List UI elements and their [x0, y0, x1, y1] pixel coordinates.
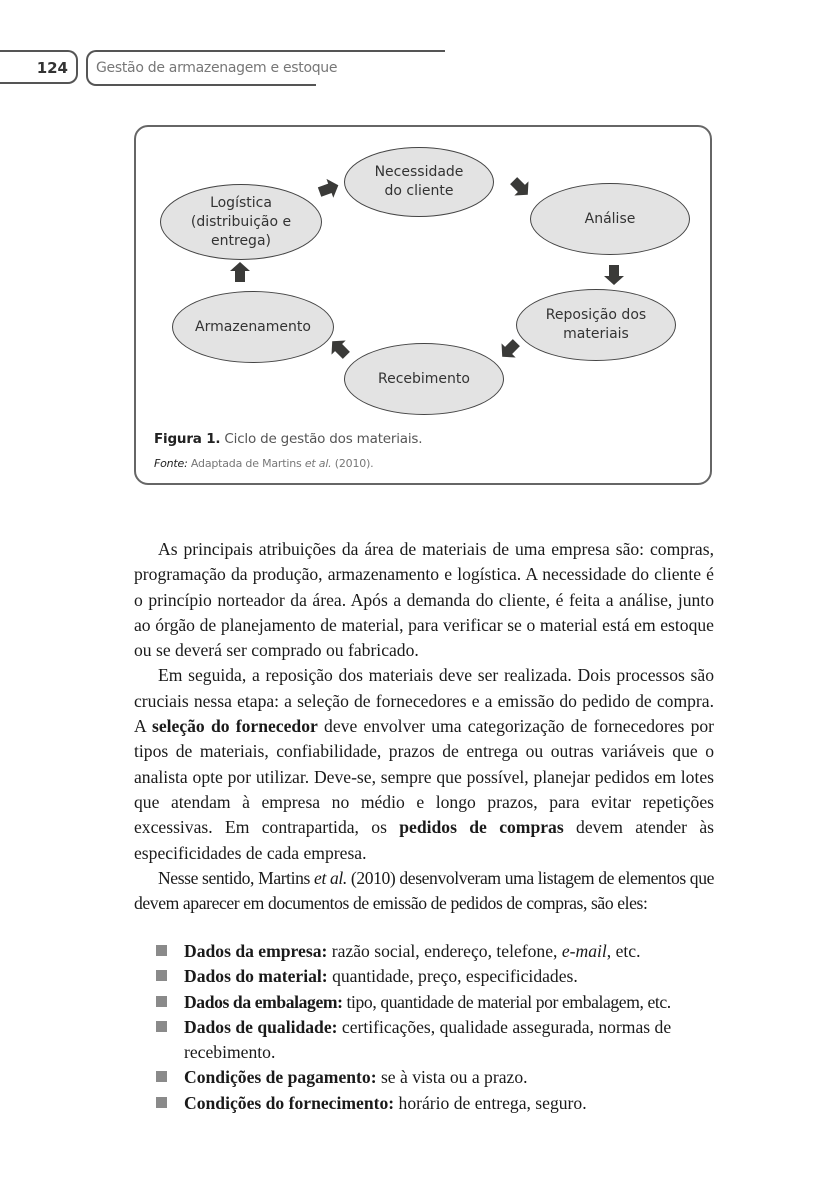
figure-frame: [134, 125, 712, 485]
paragraph-2: [134, 663, 714, 865]
italic-text: et al.: [314, 867, 347, 888]
square-bullet-icon: [156, 1097, 167, 1108]
list-text: quantidade, preço, especificidades.: [327, 966, 578, 987]
page-number-box: [0, 50, 78, 84]
node-label: Recebimento: [378, 370, 470, 387]
square-bullet-icon: [156, 970, 167, 981]
caption-label: Figura 1.: [154, 431, 221, 447]
text: devem atender às especificidades de cada empresa.: [134, 817, 715, 863]
bullet-list: [156, 939, 716, 1116]
arrow-down-right-icon: [507, 174, 535, 202]
source-text: Adaptada de Martins: [187, 457, 305, 470]
node-label: Logística (distribuição e entrega): [190, 194, 292, 249]
list-item: [156, 990, 716, 1015]
square-bullet-icon: [156, 1021, 167, 1032]
list-item: [156, 939, 716, 964]
arrow-up-icon: [230, 262, 250, 282]
arrow-down-icon: [604, 265, 624, 285]
paragraph-3: [134, 866, 714, 917]
square-bullet-icon: [156, 996, 167, 1007]
list-text: , etc.: [606, 941, 641, 961]
running-title-box: [86, 50, 338, 86]
list-text: tipo, quantidade de material por embalagem, etc.: [342, 991, 671, 1012]
square-bullet-icon: [156, 1071, 167, 1082]
cycle-diagram: [136, 127, 714, 427]
node-label: Armazenamento: [195, 318, 311, 335]
body-text: [134, 537, 714, 916]
arrow-down-left-icon: [495, 336, 523, 364]
running-title: Gestão de armazenagem e estoque: [96, 60, 338, 76]
list-item: [156, 1015, 716, 1066]
list-text: certificações, qualidade assegurada, normas de recebimento.: [184, 1016, 672, 1063]
page-number: 124: [36, 59, 68, 77]
list-item: [156, 964, 716, 989]
square-bullet-icon: [156, 945, 167, 956]
cycle-arrows: [136, 127, 714, 427]
list-term: Dados da embalagem:: [184, 991, 343, 1012]
list-text: horário de entrega, seguro.: [394, 1092, 587, 1113]
figure-source: [154, 457, 373, 470]
caption-text: Ciclo de gestão dos materiais.: [220, 431, 423, 447]
list-text: se à vista ou a prazo.: [376, 1067, 528, 1088]
list-term: Dados de qualidade:: [184, 1016, 338, 1037]
source-etal: et al.: [304, 457, 332, 470]
text: Nesse sentido, Martins: [158, 867, 315, 888]
node-label: Análise: [584, 210, 636, 227]
text: (2010) desenvolveram uma listagem de elementos que devem aparecer em documentos de emissão de pedidos de compras, são eles:: [134, 867, 715, 914]
list-term: Condições de pagamento:: [184, 1067, 377, 1088]
list-term: Condições do fornecimento:: [184, 1092, 395, 1113]
list-item: [156, 1065, 716, 1090]
list-term: Dados do material:: [184, 966, 328, 987]
bold-term: seleção do fornecedor: [151, 716, 318, 737]
text: deve envolver uma categorização de fornecedores por tipos de materiais, confiabilidade, prazos de entrega ou outras variáveis que o analista opte por utilizar. Deve-se, sempre que possível, planejar pedidos em lotes que atendam à empresa no médio e longo prazos, para evitar repetições excessivas. Em contrapartida, os: [134, 716, 715, 838]
source-label: Fonte:: [154, 457, 188, 470]
list-item: [156, 1091, 716, 1116]
list-text: razão social, endereço, telefone,: [327, 941, 562, 961]
node-label: Necessidade do cliente: [374, 164, 464, 199]
source-year: (2010).: [331, 457, 374, 470]
arrow-right-icon: [316, 176, 342, 202]
text: Em seguida, a reposição dos materiais deve ser realizada. Dois processos são cruciais nessa etapa: a seleção de fornecedores e a emissão do pedido de compra. A: [134, 665, 714, 737]
figure-caption: [154, 431, 422, 447]
list-italic: e-mail: [561, 941, 607, 961]
list-term: Dados da empresa:: [184, 941, 328, 961]
paragraph-1: As principais atribuições da área de materiais de uma empresa são: compras, programação da produção, armazenamento e logística. A necessidade do cliente é o princípio norteador da área. Após a demanda do cliente, é feita a análise, junto ao órgão de planejamento de material, para verificar se o material está em estoque ou se deverá ser comprado ou fabricado.: [134, 539, 714, 661]
bold-term: pedidos de compras: [399, 817, 564, 838]
arrow-up-left-icon: [325, 334, 353, 362]
node-label: Reposição dos materiais: [545, 307, 647, 342]
